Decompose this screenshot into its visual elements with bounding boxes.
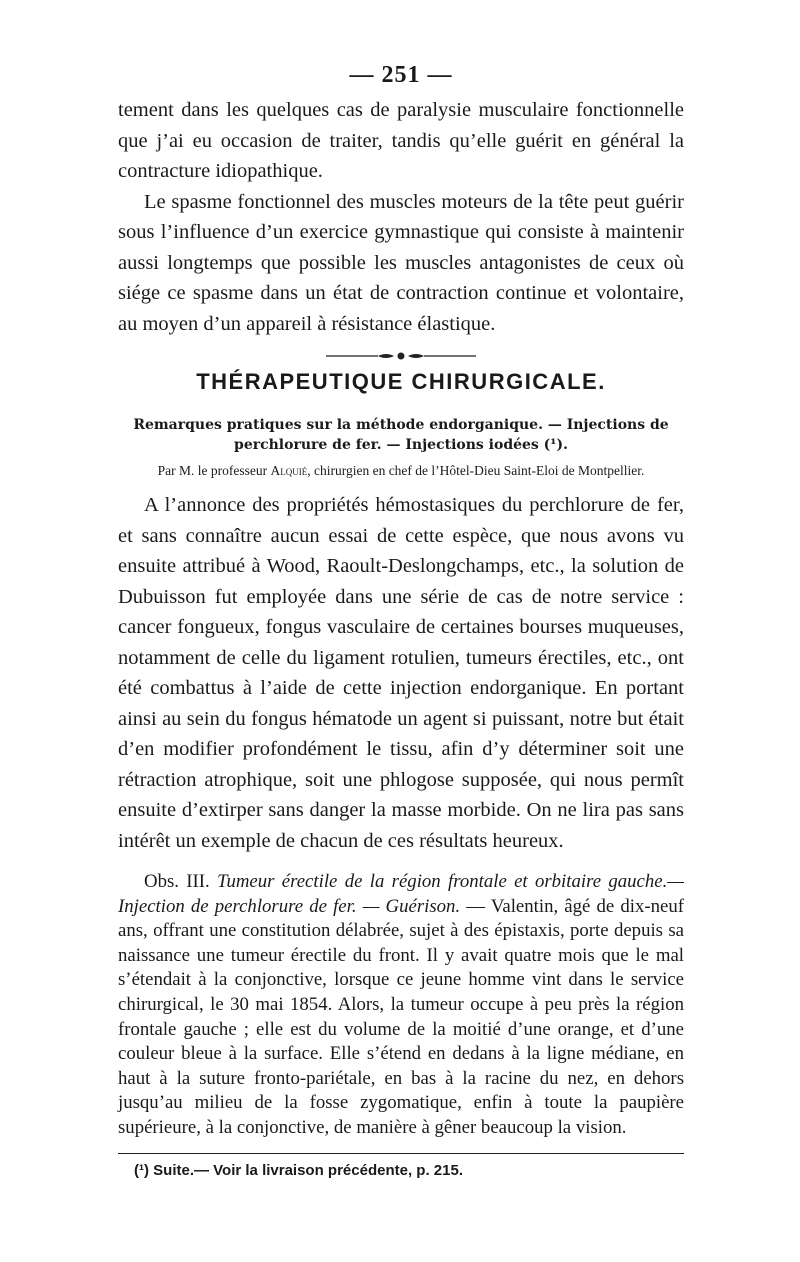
author-suffix: , chirurgien en chef de l’Hôtel-Dieu Saint-Eloi de Montpellier. [307,463,645,478]
observation-label: Obs. III. [144,871,210,892]
document-page [118,62,684,1179]
footnote-rule [118,1153,684,1154]
observation-title: Tumeur érectile de la région frontale et orbitaire gauche.— Injection de perchlorure de fer. — Guérison. [118,871,684,917]
continued-paragraph: tement dans les quelques cas de paralysie musculaire fonctionnelle que j’ai eu occasion de traiter, tandis qu’elle guérit en général la contracture idiopathique. [118,99,684,182]
observation-paragraph [118,870,684,1141]
article-title: Remarques pratiques sur la méthode endorganique. — Injections de perchlorure de fer. — Injections iodées (¹). [133,417,669,453]
author-line [138,461,664,480]
page-number: — 251 — [349,62,453,88]
spasm-paragraph: Le spasme fonctionnel des muscles moteurs de la tête peut guérir sous l’influence d’un exercice gymnastique qui consiste à maintenir aussi longtemps que possible les muscles antagonistes de ceux où siége ce spasme dans un état de contraction continue et volontaire, au moyen d’un appareil à résistance élastique. [118,190,684,335]
ornament-divider-icon [326,351,476,361]
author-name: Alquié [270,463,308,478]
intro-paragraph: A l’annonce des propriétés hémostasiques du perchlorure de fer, et sans connaître aucun essai de cette espèce, que nous avons vu ensuite attribué à Wood, Raoult-Deslongchamps, etc., la solution de Dubuisson fut employée dans une série de cas de notre service : cancer fongueux, fongus vasculaire de certaines bourses muqueuses, notamment de celle du ligament rotulien, tumeurs érectiles, etc., ont été combattus à l’aide de cette injection endorganique. En portant ainsi au sein du fongus hématode un agent si puissant, notre but était d’en modifier profondément le tissu, afin d’y déterminer soit une rétraction atrophique, soit une phlogose supposée, qui nous permît ensuite d’extirper sans danger la masse morbide. On ne lira pas sans intérêt un exemple de chacun de ces résultats heureux. [118,494,684,852]
section-title: THÉRAPEUTIQUE CHIRURGICALE. [196,369,606,394]
footnote: (¹) Suite.— Voir la livraison précédente, p. 215. [134,1161,463,1179]
observation-body: — Valentin, âgé de dix-neuf ans, offrant une constitution délabrée, sujet à des épistaxis, porte depuis sa naissance une tumeur érectile du front. Il y avait quatre mois que le mal s’étendait à la conjonctive, lorsque ce jeune homme vint dans le service chirurgical, le 30 mai 1854. Alors, la tumeur occupe à peu près la région frontale gauche ; elle est du volume de la moitié d’une orange, et d’une couleur bleue à la surface. Elle s’étend en dedans à la ligne médiane, en haut à la suture fronto-pariétale, en bas à la racine du nez, en dehors jusqu’au milieu de la fosse zygomatique, enfin à toute la paupière supérieure, à la conjonctive, de manière à gêner beaucoup la vision. [118,895,684,1138]
author-prefix: Par M. le professeur [157,463,268,478]
